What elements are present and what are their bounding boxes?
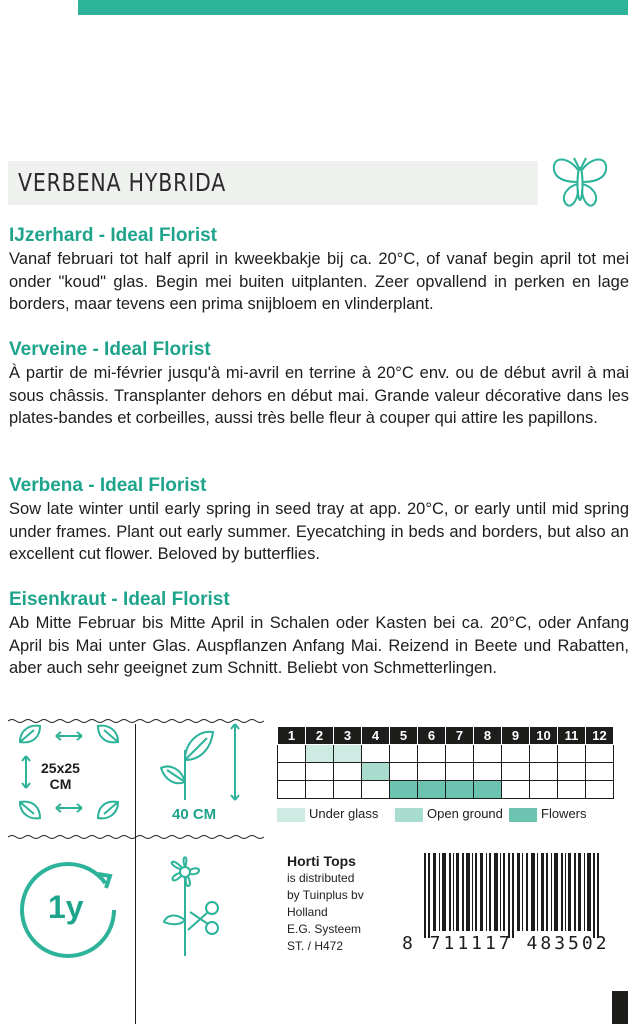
legend-under-glass: Under glass [277, 806, 378, 822]
month-6: 6 [418, 727, 446, 745]
distributor-line: E.G. Systeem [287, 922, 362, 936]
plant-height-icon [155, 720, 250, 805]
divider-wave [8, 834, 266, 840]
calendar-row-flowers [278, 781, 614, 799]
barcode-digits: 8 711117 483502 [402, 933, 610, 954]
month-9: 9 [502, 727, 530, 745]
vertical-divider [135, 724, 136, 1024]
section-text: Sow late winter until early spring in seed tray at app. 20°C, or early until mid spring under frames. Plant out early summer. Eyecatching in beds and borders, but also an excellent cut flower. Beloved by butterflies. [9, 500, 629, 564]
cut-flower-icon [160, 850, 230, 960]
section-heading: Eisenkraut - Ideal Florist [9, 589, 230, 610]
butterfly-icon [548, 150, 612, 214]
spacing-label: 25x25 CM [41, 760, 80, 792]
section-heading: Verbena - Ideal Florist [9, 475, 207, 496]
divider-wave [8, 718, 266, 724]
month-5: 5 [390, 727, 418, 745]
month-8: 8 [474, 727, 502, 745]
section-dutch [9, 225, 629, 316]
section-english [9, 475, 629, 566]
lifecycle-label: 1y [48, 889, 84, 925]
month-10: 10 [530, 727, 558, 745]
sowing-calendar [277, 726, 614, 799]
section-text: Vanaf februari tot half april in kweekbakje bij ca. 20°C, of vanaf begin april tot mei onder "koud" glas. Begin mei buiten uitplanten. Zeer opvallend in perken en lage borders, maar tevens een prima snijbloem en vlinderplant. [9, 250, 629, 314]
section-heading: Verveine - Ideal Florist [9, 339, 211, 360]
month-12: 12 [586, 727, 614, 745]
top-color-bar [78, 0, 628, 15]
section-text: À partir de mi-février jusqu'à mi-avril en terrine à 20°C env. ou de début avril à mai sous châssis. Transplanter dehors en début mai. Grande valeur décorative dans les plates-bandes et corbeilles, aussi très belle fleur à couper qui attire les papillons. [9, 364, 629, 428]
corner-mark [612, 991, 628, 1024]
distributor-line: Holland [287, 905, 328, 919]
month-2: 2 [306, 727, 334, 745]
distributor-line: is distributed [287, 871, 355, 885]
product-title: VERBENA HYBRIDA [18, 168, 227, 197]
month-11: 11 [558, 727, 586, 745]
section-text: Ab Mitte Februar bis Mitte April in Schalen oder Kasten bei ca. 20°C, oder Anfang April bis Mai unter Glas. Auspflanzen Anfang Mai. Reizend in Beete und Rabatten, aber auch sehr geeignet zum Schnitt. Beliebt von Schmetterlingen. [9, 614, 629, 678]
month-1: 1 [278, 727, 306, 745]
calendar-row-open-ground [278, 763, 614, 781]
legend-flowers: Flowers [509, 806, 587, 822]
brand-name: Horti Tops [287, 853, 356, 869]
distributor-info [287, 853, 364, 955]
section-french [9, 339, 629, 430]
section-heading: IJzerhard - Ideal Florist [9, 225, 217, 246]
distributor-line: by Tuinplus bv [287, 888, 364, 902]
section-german [9, 589, 629, 680]
month-3: 3 [334, 727, 362, 745]
distributor-line: ST. / H472 [287, 939, 344, 953]
month-7: 7 [446, 727, 474, 745]
calendar-row-under-glass [278, 745, 614, 763]
legend-open-ground: Open ground [395, 806, 503, 822]
barcode [402, 853, 624, 938]
height-label: 40 CM [172, 806, 217, 823]
month-4: 4 [362, 727, 390, 745]
